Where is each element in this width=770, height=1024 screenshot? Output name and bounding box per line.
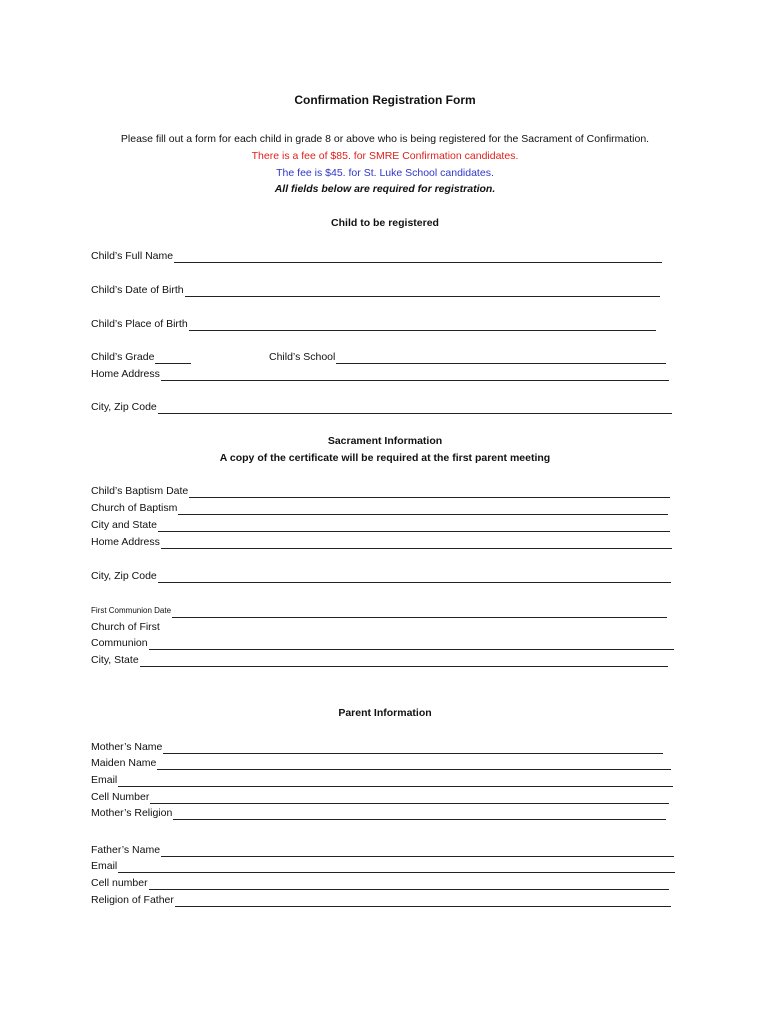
communion-church-line[interactable] (149, 638, 674, 650)
first-communion-date-label: First Communion Date (91, 606, 172, 615)
mother-name-line[interactable] (163, 742, 663, 754)
baptism-city-state-label: City and State (91, 519, 157, 531)
mother-name-label: Mother’s Name (91, 741, 163, 753)
child-section-heading: Child to be registered (331, 217, 439, 229)
father-email-field[interactable] (91, 859, 675, 873)
church-of-baptism-line[interactable] (178, 503, 668, 515)
mother-religion-field[interactable] (91, 806, 666, 820)
child-place-of-birth-label: Child’s Place of Birth (91, 318, 188, 330)
child-full-name-label: Child’s Full Name (91, 250, 174, 262)
mother-religion-line[interactable] (173, 808, 666, 820)
father-religion-line[interactable] (175, 895, 671, 907)
child-grade-line[interactable] (155, 352, 191, 364)
church-of-first-label: Church of First (91, 621, 160, 633)
mother-email-label: Email (91, 774, 118, 786)
communion-church-field[interactable] (91, 636, 674, 650)
maiden-name-field[interactable] (91, 756, 671, 770)
child-place-of-birth-field[interactable] (91, 317, 656, 331)
father-email-line[interactable] (118, 861, 675, 873)
mother-name-field[interactable] (91, 740, 663, 754)
maiden-name-line[interactable] (157, 758, 671, 770)
father-religion-field[interactable] (91, 893, 671, 907)
communion-label: Communion (91, 637, 148, 649)
communion-city-state-field[interactable] (91, 653, 668, 667)
intro-text: Please fill out a form for each child in grade 8 or above who is being registered for the Sacrament of Confirmation. (120, 133, 650, 145)
father-name-line[interactable] (161, 845, 674, 857)
baptism-date-label: Child’s Baptism Date (91, 485, 189, 497)
first-communion-date-line[interactable] (172, 606, 667, 618)
sacrament-section-subheading: A copy of the certificate will be required at the first parent meeting (219, 452, 551, 464)
mother-cell-label: Cell Number (91, 791, 150, 803)
mother-email-line[interactable] (118, 775, 673, 787)
church-of-baptism-field[interactable] (91, 501, 668, 515)
home-address-label: Home Address (91, 368, 160, 380)
mother-cell-line[interactable] (150, 792, 669, 804)
required-note: All fields below are required for registration. (274, 183, 496, 195)
city-zip-field[interactable] (91, 400, 672, 414)
child-dob-line[interactable] (185, 285, 660, 297)
sacrament-home-address-line[interactable] (161, 537, 672, 549)
home-address-field[interactable] (91, 367, 669, 381)
father-email-label: Email (91, 860, 118, 872)
sacrament-home-address-label: Home Address (91, 536, 160, 548)
baptism-city-state-line[interactable] (158, 520, 670, 532)
child-grade-label: Child’s Grade (91, 351, 155, 363)
father-name-field[interactable] (91, 843, 674, 857)
child-dob-field[interactable] (91, 283, 660, 297)
communion-city-state-line[interactable] (140, 655, 668, 667)
mother-religion-label: Mother’s Religion (91, 807, 173, 819)
communion-city-state-label: City, State (91, 654, 139, 666)
child-full-name-field[interactable] (91, 249, 662, 263)
maiden-name-label: Maiden Name (91, 757, 157, 769)
baptism-city-state-field[interactable] (91, 518, 670, 532)
city-zip-line[interactable] (158, 402, 672, 414)
father-cell-field[interactable] (91, 876, 669, 890)
child-place-of-birth-line[interactable] (189, 319, 656, 331)
child-dob-label: Child’s Date of Birth (91, 284, 184, 296)
home-address-line[interactable] (161, 369, 669, 381)
child-school-line[interactable] (336, 352, 666, 364)
fee-smre-text: There is a fee of $85. for SMRE Confirmation candidates. (251, 150, 519, 162)
child-grade-field[interactable] (91, 350, 191, 364)
church-of-baptism-label: Church of Baptism (91, 502, 178, 514)
child-school-label: Child’s School (269, 351, 336, 363)
mother-email-field[interactable] (91, 773, 673, 787)
baptism-date-field[interactable] (91, 484, 670, 498)
city-zip-label: City, Zip Code (91, 401, 157, 413)
sacrament-section-heading: Sacrament Information (327, 435, 443, 447)
father-cell-label: Cell number (91, 877, 148, 889)
sacrament-city-zip-label: City, Zip Code (91, 570, 157, 582)
sacrament-city-zip-field[interactable] (91, 569, 671, 583)
fee-st-luke-text: The fee is $45. for St. Luke School candidates. (276, 167, 494, 179)
sacrament-city-zip-line[interactable] (158, 571, 671, 583)
child-full-name-line[interactable] (174, 251, 662, 263)
baptism-date-line[interactable] (189, 486, 670, 498)
mother-cell-field[interactable] (91, 790, 669, 804)
father-religion-label: Religion of Father (91, 894, 174, 906)
father-name-label: Father’s Name (91, 844, 161, 856)
sacrament-home-address-field[interactable] (91, 535, 672, 549)
child-school-field[interactable] (269, 350, 666, 364)
parent-section-heading: Parent Information (338, 707, 432, 719)
father-cell-line[interactable] (149, 878, 669, 890)
first-communion-date-field[interactable] (91, 604, 667, 618)
form-title: Confirmation Registration Form (294, 93, 476, 107)
